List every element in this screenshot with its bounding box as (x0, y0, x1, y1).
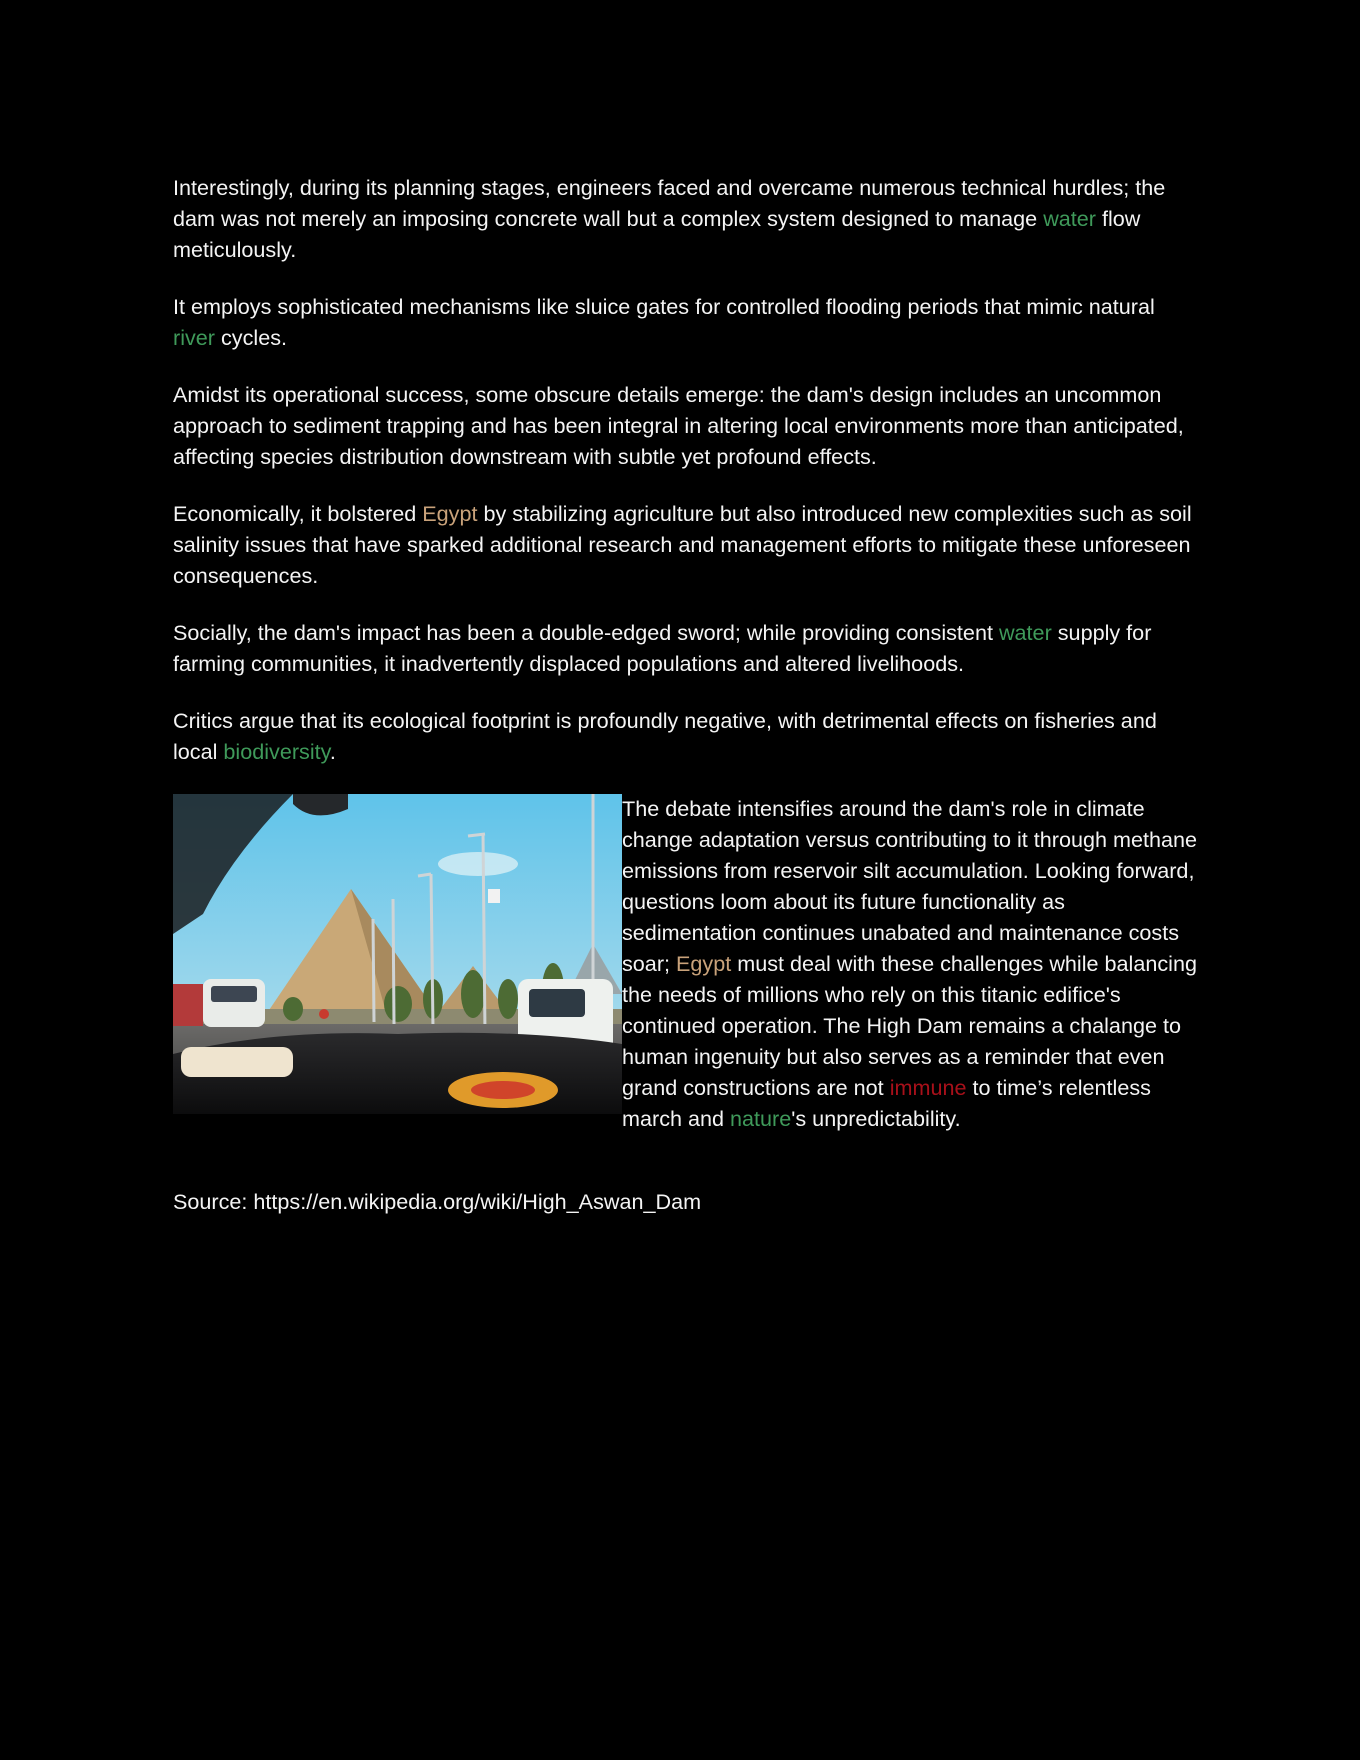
paragraph-6 (173, 705, 1198, 767)
paragraph-6-text: Critics argue that its ecological footprint is profoundly negative, with detrimental effects on fisheries and local (173, 708, 1157, 764)
paragraph-5-text: Socially, the dam's impact has been a double-edged sword; while providing consistent (173, 620, 999, 645)
figure-with-text (173, 793, 1198, 1160)
paragraph-4-text-end: by stabilizing agriculture but also introduced new complexities such as soil salinity issues that have sparked additional research and management efforts to mitigate these unforeseen consequences. (173, 501, 1192, 588)
paragraph-2-text: It employs sophisticated mechanisms like sluice gates for controlled flooding periods that mimic natural (173, 294, 1155, 319)
keyword-egypt[interactable]: Egypt (676, 951, 732, 976)
keyword-biodiversity[interactable]: biodiversity (223, 739, 330, 764)
paragraph-4-text: Economically, it bolstered (173, 501, 423, 526)
keyword-water[interactable]: water (1043, 206, 1096, 231)
paragraph-1-text: Interestingly, during its planning stages, engineers faced and overcame numerous technical hurdles; the dam was not merely an imposing concrete wall but a complex system designed to manage (173, 175, 1166, 231)
paragraph-2 (173, 291, 1198, 353)
keyword-egypt[interactable]: Egypt (422, 501, 478, 526)
paragraph-5-text-end: supply for farming communities, it inadvertently displaced populations and altered livelihoods. (173, 620, 1152, 676)
paragraph-4 (173, 498, 1198, 591)
paragraph-3 (173, 379, 1198, 472)
pyramids-photo-illustration (173, 794, 622, 1114)
paragraph-1 (173, 172, 1198, 265)
paragraph-7-text-mid-2: to time’s relentless march and (622, 1075, 1151, 1131)
keyword-immune[interactable]: immune (889, 1075, 967, 1100)
article-body (173, 172, 1198, 1243)
paragraph-3-text: Amidst its operational success, some obscure details emerge: the dam's design includes an uncommon approach to sediment trapping and has been integral in altering local environments more than anticipated, affecting species distribution downstream with subtle yet profound effects. (173, 382, 1184, 469)
keyword-river[interactable]: river (173, 325, 215, 350)
paragraph-7 (622, 793, 1198, 1134)
source-citation: Source: https://en.wikipedia.org/wiki/High_Aswan_Dam (173, 1189, 702, 1214)
pyramids-photo (173, 794, 622, 1114)
paragraph-2-text-end: cycles. (215, 325, 287, 350)
paragraph-5 (173, 617, 1198, 679)
paragraph-7-text-mid: must deal with these challenges while balancing the needs of millions who rely on this titanic edifice's continued operation. The High Dam remains a chalange to human ingenuity but also serves as a reminder that even grand constructions are not (622, 951, 1197, 1100)
keyword-water[interactable]: water (998, 620, 1052, 645)
paragraph-7-text-end: 's unpredictability. (791, 1106, 961, 1131)
paragraph-1-text-end: flow meticulously. (173, 206, 1141, 262)
paragraph-6-text-end: . (329, 739, 336, 764)
paragraph-7-text: The debate intensifies around the dam's role in climate change adaptation versus contributing to it through methane emissions from reservoir silt accumulation. Looking forward, questions loom about its future functionality as sedimentation continues unabated and maintenance costs soar; (622, 796, 1198, 976)
keyword-nature[interactable]: nature (730, 1106, 792, 1131)
